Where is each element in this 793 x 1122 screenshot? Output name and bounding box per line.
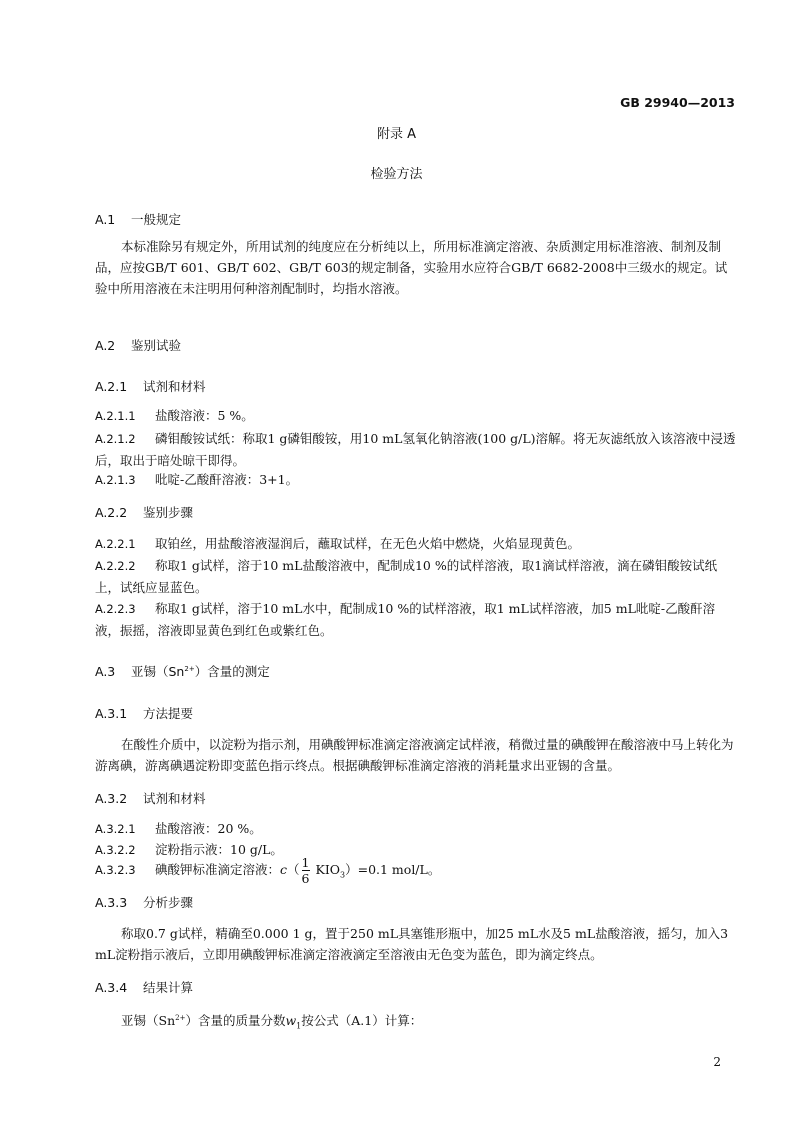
standard-number: GB 29940—2013 <box>620 95 735 110</box>
item-number: A.3.2.1 <box>95 822 136 836</box>
subsection-title: 方法提要 <box>143 706 194 721</box>
subsection-heading-a31 <box>95 704 193 722</box>
item-number: A.3.2.3 <box>95 863 136 877</box>
appendix-title: 附录 A <box>376 127 417 142</box>
subsection-title: 试剂和材料 <box>143 791 206 806</box>
appendix-subtitle: 检验方法 <box>370 167 423 182</box>
fraction: $\frac{1}{6}$ <box>301 855 310 886</box>
subsection-heading-a21 <box>95 377 206 395</box>
subsection-heading-a32 <box>95 789 206 807</box>
subsection-heading-a33 <box>95 893 193 911</box>
subsection-title: 分析步骤 <box>143 895 194 910</box>
list-item <box>95 470 298 490</box>
section-number: A.2 <box>95 338 116 353</box>
subsection-number: A.3.2 <box>95 791 128 806</box>
subsection-number: A.2.2 <box>95 505 128 520</box>
item-text: 淀粉指示液：10 g/L。 <box>155 842 283 857</box>
item-number: A.2.1.3 <box>95 473 136 487</box>
subsection-number: A.3.4 <box>95 980 128 995</box>
item-text: 取铂丝，用盐酸溶液湿润后，蘸取试样，在无色火焰中燃烧，火焰显现黄色。 <box>155 536 581 551</box>
subsection-heading-a34 <box>95 978 193 996</box>
item-number: A.2.2.3 <box>95 602 136 616</box>
list-item <box>95 598 738 641</box>
item-number: A.2.1.1 <box>95 409 136 423</box>
section-title: 鉴别试验 <box>131 338 182 353</box>
section-heading-a2 <box>95 336 181 354</box>
section-number: A.1 <box>95 212 116 227</box>
paragraph-general: 本标准除另有规定外，所用试剂的纯度应在分析纯以上，所用标准滴定溶液、杂质测定用标准溶液、制剂及制品，应按GB/T 601、GB/T 602、GB/T 603的规定制备，实验用水应符合GB/T 6682-2008中三级水的规定。试验中所用溶液在未注明用何种溶剂配制时，均指水溶液。 <box>95 239 728 296</box>
formula: c（ $\frac{1}{6}$ $KIO_3)=0.1$ mol/L。 <box>280 855 441 886</box>
section-heading-a3 <box>95 662 270 680</box>
section-heading-a1 <box>95 210 181 228</box>
subsection-number: A.2.1 <box>95 379 128 394</box>
item-text: 磷钼酸铵试纸：称取1 g磷钼酸铵，用10 mL氢氧化钠溶液(100 g/L)溶解。将无灰滤纸放入该溶液中浸透后，取出于暗处晾干即得。 <box>95 431 736 468</box>
subsection-title: 试剂和材料 <box>143 379 206 394</box>
list-item <box>95 555 738 598</box>
section-title: 一般规定 <box>131 212 182 227</box>
paragraph-method-summary: 在酸性介质中，以淀粉为指示剂，用碘酸钾标准滴定溶液滴定试样液，稍微过量的碘酸钾在酸溶液中马上转化为游离碘，游离碘遇淀粉即变蓝色指示终点。根据碘酸钾标准滴定溶液的消耗量求出亚锡的含量。 <box>95 737 734 773</box>
item-text: 称取1 g试样，溶于10 mL盐酸溶液中，配制成10 %的试样溶液，取1滴试样溶液，滴在磷钼酸铵试纸上，试纸应显蓝色。 <box>95 558 718 595</box>
subsection-number: A.3.3 <box>95 895 128 910</box>
item-text: 碘酸钾标准滴定溶液： <box>155 862 281 877</box>
item-number: A.2.2.2 <box>95 559 136 573</box>
subsection-heading-a22 <box>95 503 193 521</box>
list-item <box>95 428 738 471</box>
section-title: 亚锡$(Sn^{2+})$含量的测定 <box>131 664 270 679</box>
item-number: A.3.2.2 <box>95 843 136 857</box>
item-text: 称取1 g试样，溶于10 mL水中，配制成10 %的试样溶液，取1 mL试样溶液，加5 mL吡啶-乙酸酐溶液，振摇，溶液即显黄色到红色或紫红色。 <box>95 601 716 638</box>
item-text: 盐酸溶液：5 %。 <box>155 408 254 423</box>
page-number: 2 <box>713 1055 721 1069</box>
subsection-number: A.3.1 <box>95 706 128 721</box>
list-item <box>95 819 262 839</box>
item-number: A.2.2.1 <box>95 537 136 551</box>
section-number: A.3 <box>95 664 116 679</box>
list-item <box>95 534 580 554</box>
item-text: 盐酸溶液：20 %。 <box>155 821 262 836</box>
paragraph-analysis-steps: 称取0.7 g试样，精确至0.000 1 g，置于250 mL具塞锥形瓶中，加25 mL水及5 mL盐酸溶液，摇匀，加入3 mL淀粉指示液后，立即用碘酸钾标准滴定溶液滴定至溶液由无色变为蓝色，即为滴定终点。 <box>95 926 729 962</box>
item-text: 吡啶-乙酸酐溶液：3+1。 <box>155 472 299 487</box>
list-item <box>95 853 440 893</box>
list-item <box>95 406 254 426</box>
subsection-title: 鉴别步骤 <box>143 505 194 520</box>
paragraph-calculation: 亚锡$(Sn^{2+})$含量的质量分数$w_1$按公式（A.1）计算： <box>121 1013 423 1031</box>
item-number: A.2.1.2 <box>95 432 136 446</box>
subsection-title: 结果计算 <box>143 980 194 995</box>
